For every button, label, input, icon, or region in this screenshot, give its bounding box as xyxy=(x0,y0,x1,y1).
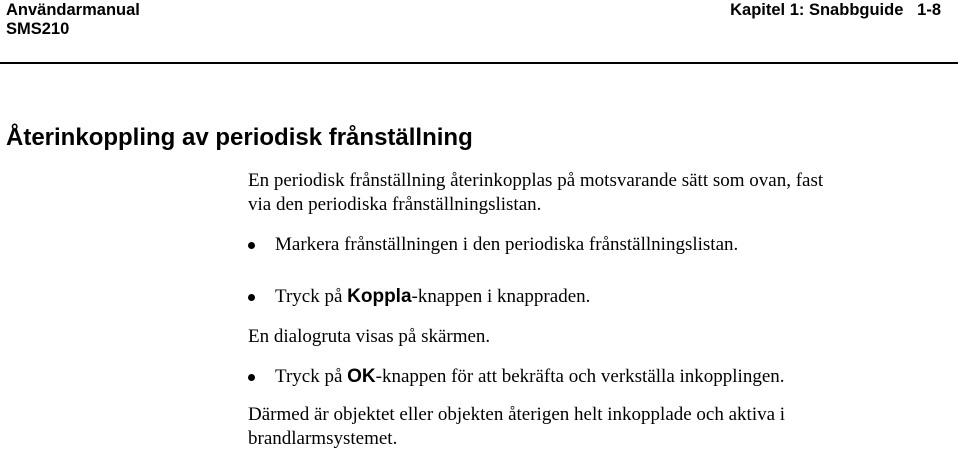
koppla-keyword: Koppla xyxy=(347,286,412,307)
header-chapter xyxy=(730,1,941,20)
step-text: Markera frånställningen i den periodiska frånställningslistan. xyxy=(275,234,739,255)
header-manual-title xyxy=(6,1,140,39)
chapter-page-label: Kapitel 1: Snabbguide 1-8 xyxy=(730,1,941,19)
bullet-icon xyxy=(248,242,255,249)
step-text-pre: Tryck på xyxy=(275,286,348,307)
result-paragraph xyxy=(248,403,785,450)
section-title: Återinkoppling av periodisk frånställning xyxy=(6,124,473,151)
result-line-2: brandlarmsystemet. xyxy=(248,427,398,449)
step-text xyxy=(275,285,590,309)
product-name: SMS210 xyxy=(6,20,70,38)
step-text xyxy=(275,365,785,389)
step-text-post: -knappen för att bekräfta och verkställa inkopplingen. xyxy=(375,366,785,387)
step-text-post: -knappen i knappraden. xyxy=(411,286,591,307)
result-line-1: Därmed är objektet eller objekten återigen helt inkopplade och aktiva i xyxy=(248,404,786,425)
step-text-pre: Tryck på xyxy=(275,366,348,387)
result-dialog: En dialogruta visas på skärmen. xyxy=(248,326,491,347)
ok-keyword: OK xyxy=(347,366,376,387)
manual-name: Användarmanual xyxy=(6,1,140,19)
bullet-icon xyxy=(248,294,255,301)
intro-line-1: En periodisk frånställning återinkopplas på motsvarande sätt som ovan, fast xyxy=(248,170,824,191)
intro-line-2: via den periodiska frånställningslistan. xyxy=(248,193,542,215)
bullet-icon xyxy=(248,374,255,381)
intro-paragraph xyxy=(248,169,823,216)
header-divider xyxy=(0,62,958,64)
